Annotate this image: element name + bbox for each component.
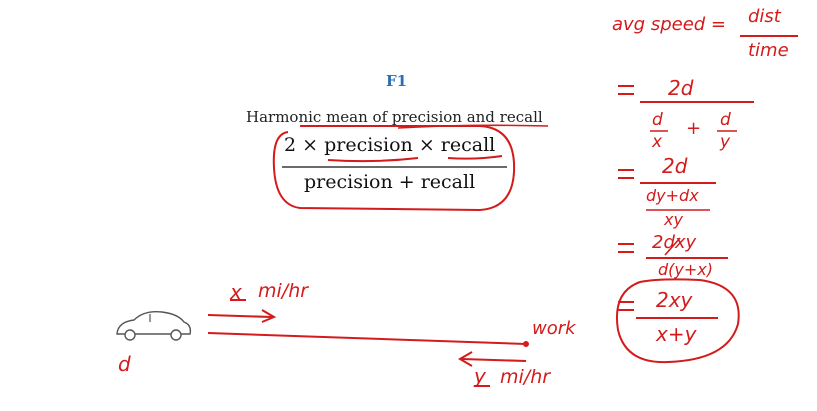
step2-numerator: 2d [662,154,688,178]
recall-underline [448,156,502,159]
formula-denominator: precision + recall [304,171,476,193]
home-distance-label: d [118,352,131,376]
work-label: work [532,318,576,339]
step1-b-numerator: d [720,110,731,130]
car-icon [117,312,190,340]
y-speed-label: y [474,364,486,388]
avg-denominator: time [748,40,789,61]
arrow-right-icon [208,310,274,322]
step1-b-denominator: y [720,132,731,152]
arrow-left-icon [460,352,526,366]
step1-numerator: 2d [668,76,694,100]
step3-numerator: 2dxy [652,232,697,253]
step4-denominator: x+y [656,322,697,346]
road-line [208,333,526,344]
step2-denominator-bottom: xy [664,210,683,229]
slide-title: F1 [386,72,408,90]
work-dot [523,341,529,347]
step1-plus: + [686,118,702,139]
step4-numerator: 2xy [656,288,693,312]
slide-subtitle: Harmonic mean of precision and recall [246,108,543,126]
step3-denominator: d(y+x) [658,260,713,279]
avg-speed-label: avg speed = [612,14,727,35]
formula-numerator: 2 × precision × recall [284,134,496,156]
y-speed-unit: mi/hr [500,366,551,388]
step2-denominator-top: dy+dx [646,186,699,205]
precision-underline [328,158,418,161]
x-speed-unit: mi/hr [258,280,309,302]
formula-highlight-circle [274,126,514,210]
avg-numerator: dist [748,6,781,27]
step1-a-numerator: d [652,110,663,130]
x-speed-label: x [230,280,242,304]
step1-a-denominator: x [652,132,663,152]
